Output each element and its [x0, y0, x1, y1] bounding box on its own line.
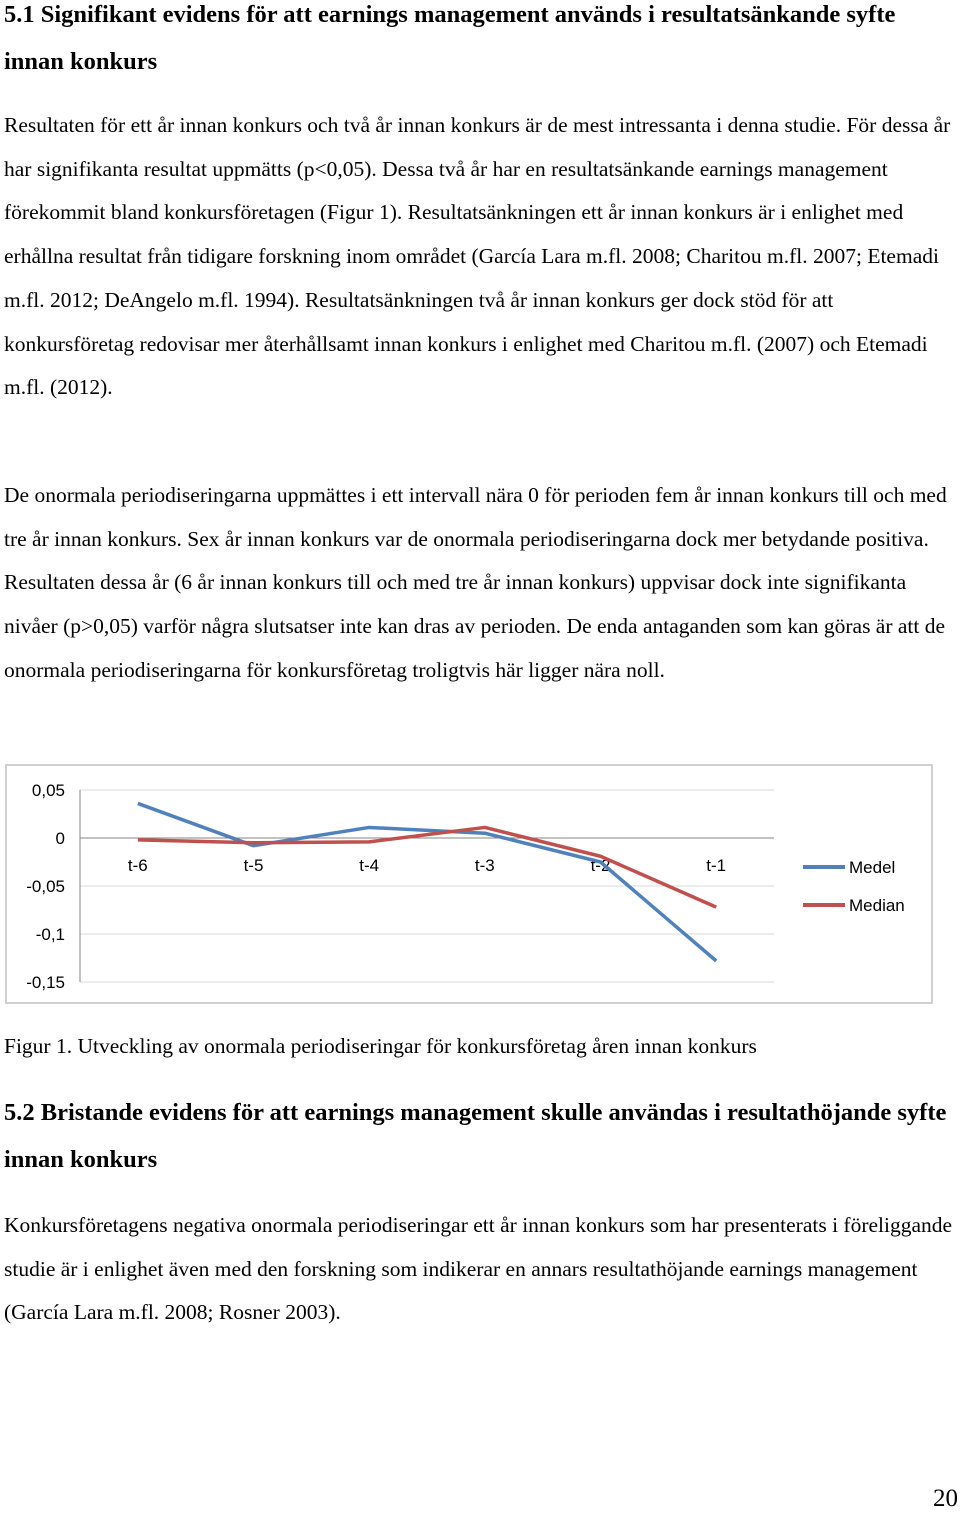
section-5-1-paragraph-1: Resultaten för ett år innan konkurs och två år innan konkurs är de mest intressanta i denna studie. För dessa år har signifikanta resultat uppmätts (p<0,05). Dessa två år har en resultatsänkande earnings management förekommit bland konkursföretagen (Figur 1). Resultatsänkningen ett år innan konkurs är i enlighet med erhållna resultat från tidigare forskning inom området (García Lara m.fl. 2008; Charitou m.fl. 2007; Etemadi m.fl. 2012; DeAngelo m.fl. 1994). Resultatsänkningen två år innan konkurs ger dock stöd för att konkursföretag redovisar mer återhållsamt innan konkurs i enlighet med Charitou m.fl. (2007) och Etemadi m.fl. (2012).: [4, 113, 951, 400]
section-5-2-heading: 5.2 Bristande evidens för att earnings management skulle användas i resultathöjande syfte innan konkurs: [4, 1099, 947, 1173]
x-category-label: t-4: [359, 856, 380, 875]
x-category-label: t-6: [127, 856, 148, 875]
y-tick-label: 0,05: [31, 781, 65, 800]
section-5-2-paragraph-1: Konkursföretagens negativa onormala periodiseringar ett år innan konkurs som har presenterats i föreliggande studie är i enlighet även med den forskning som indikerar en annars resultathöjande earnings management (García Lara m.fl. 2008; Rosner 2003).: [4, 1213, 953, 1325]
page-number: 20: [933, 1485, 958, 1512]
y-tick-label: -0,1: [35, 925, 65, 944]
x-category-label: t-2: [590, 856, 611, 875]
legend-label-medel: Medel: [849, 858, 896, 877]
figure-caption: Figur 1. Utveckling av onormala periodiseringar för konkursföretag åren innan konkurs: [4, 1034, 757, 1058]
series-line-medel: [138, 803, 716, 960]
series-line-median: [138, 827, 716, 907]
section-5-1-heading: 5.1 Signifikant evidens för att earnings management används i resultatsänkande syfte innan konkurs: [4, 1, 896, 75]
y-tick-label: -0,05: [26, 877, 65, 896]
x-category-label: t-5: [243, 856, 264, 875]
y-tick-label: 0: [55, 829, 65, 848]
figure-1-chart: [5, 764, 933, 1004]
y-tick-label: -0,15: [26, 973, 65, 992]
x-category-label: t-1: [706, 856, 727, 875]
legend-label-median: Median: [849, 896, 905, 915]
section-5-1-paragraph-2: De onormala periodiseringarna uppmättes i ett intervall nära 0 för perioden fem år innan konkurs till och med tre år innan konkurs. Sex år innan konkurs var de onormala periodiseringarna dock mer betydande positiva. Resultaten dessa år (6 år innan konkurs till och med tre år innan konkurs) uppvisar dock inte signifikanta nivåer (p>0,05) varför några slutsatser inte kan dras av perioden. De enda antaganden som kan göras är att de onormala periodiseringarna för konkursföretag troligtvis här ligger nära noll.: [4, 483, 947, 682]
x-category-label: t-3: [474, 856, 495, 875]
line-chart-svg: [7, 766, 931, 1002]
